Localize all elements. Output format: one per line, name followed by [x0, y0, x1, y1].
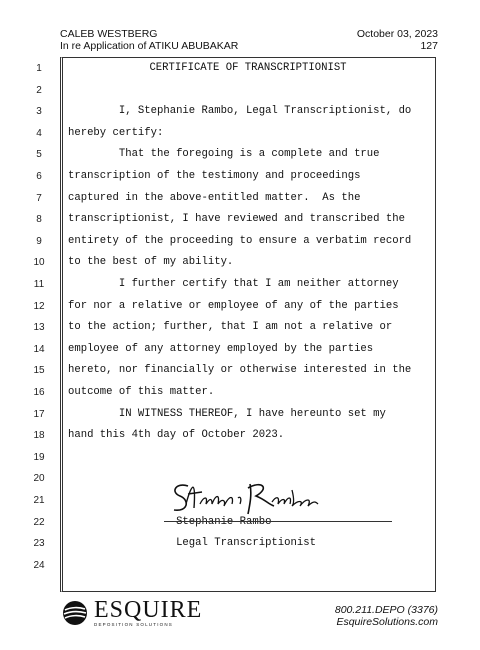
globe-icon	[62, 600, 88, 626]
line-number: 9	[36, 235, 42, 247]
line-number: 24	[33, 559, 45, 571]
transcript-line: Stephanie Rambo	[68, 515, 272, 528]
contact-info	[335, 604, 438, 628]
line-number: 7	[36, 192, 42, 204]
signature	[166, 474, 326, 525]
transcript-line: to the action; further, that I am not a relative or	[68, 321, 393, 334]
transcript-line: captured in the above-entitled matter. As the	[68, 191, 361, 204]
page-header-right	[357, 28, 438, 52]
line-number: 23	[33, 538, 45, 550]
line-number: 20	[33, 473, 45, 485]
transcript-line: for nor a relative or employee of any of the parties	[68, 299, 399, 312]
transcript-line: Legal Transcriptionist	[68, 537, 316, 550]
signature-line	[164, 521, 392, 522]
line-number: 4	[36, 127, 42, 139]
signature-image	[166, 474, 326, 520]
case-title: In re Application of ATIKU ABUBAKAR	[60, 40, 239, 52]
transcript-line: That the foregoing is a complete and true	[68, 148, 380, 161]
line-number: 1	[36, 63, 42, 74]
line-number: 16	[33, 387, 45, 398]
page-number: 127	[420, 40, 438, 52]
witness-name: CALEB WESTBERG	[60, 28, 158, 40]
line-number: 21	[33, 495, 45, 506]
logo-subtitle: DEPOSITION SOLUTIONS	[94, 622, 174, 627]
transcript-line: hereto, nor financially or otherwise interested in the	[68, 364, 412, 377]
deposition-date: October 03, 2023	[356, 28, 438, 40]
line-number: 3	[36, 106, 42, 118]
transcript-line: employee of any attorney employed by the parties	[68, 342, 374, 355]
transcript-line: hereby certify:	[68, 126, 164, 139]
line-number: 15	[33, 365, 45, 377]
page-header-left	[60, 28, 238, 52]
line-number: 12	[33, 300, 45, 312]
line-number: 19	[33, 451, 45, 463]
line-number: 18	[33, 430, 45, 442]
transcript-line: entirety of the proceeding to ensure a verbatim record	[68, 234, 412, 247]
transcript-line: I, Stephanie Rambo, Legal Transcriptionist, do	[68, 105, 412, 118]
line-number: 8	[36, 214, 42, 226]
transcript-line: transcriptionist, I have reviewed and transcribed the	[68, 213, 405, 226]
line-number: 2	[36, 84, 42, 96]
logo-name: ESQUIRE	[94, 597, 203, 623]
transcript-line: outcome of this matter.	[68, 386, 215, 398]
line-number: 6	[36, 171, 42, 182]
transcript-line: I further certify that I am neither attorney	[68, 278, 399, 290]
line-number: 11	[33, 279, 45, 290]
line-number: 13	[33, 322, 45, 334]
esquire-logo	[62, 599, 202, 627]
website-link[interactable]: EsquireSolutions.com	[336, 616, 438, 628]
line-number: 22	[33, 516, 45, 528]
transcript-line: hand this 4th day of October 2023.	[68, 429, 285, 442]
line-number: 14	[33, 343, 45, 355]
transcript-line: transcription of the testimony and proceedings	[68, 170, 361, 182]
line-number: 10	[33, 257, 45, 269]
line-number: 17	[33, 408, 45, 420]
certificate-title: CERTIFICATE OF TRANSCRIPTIONIST	[149, 62, 347, 74]
transcript-line: to the best of my ability.	[68, 256, 234, 269]
line-number: 5	[36, 149, 42, 161]
phone-number: 800.211.DEPO (3376)	[334, 604, 438, 616]
transcript-line: IN WITNESS THEREOF, I have hereunto set my	[68, 407, 386, 420]
